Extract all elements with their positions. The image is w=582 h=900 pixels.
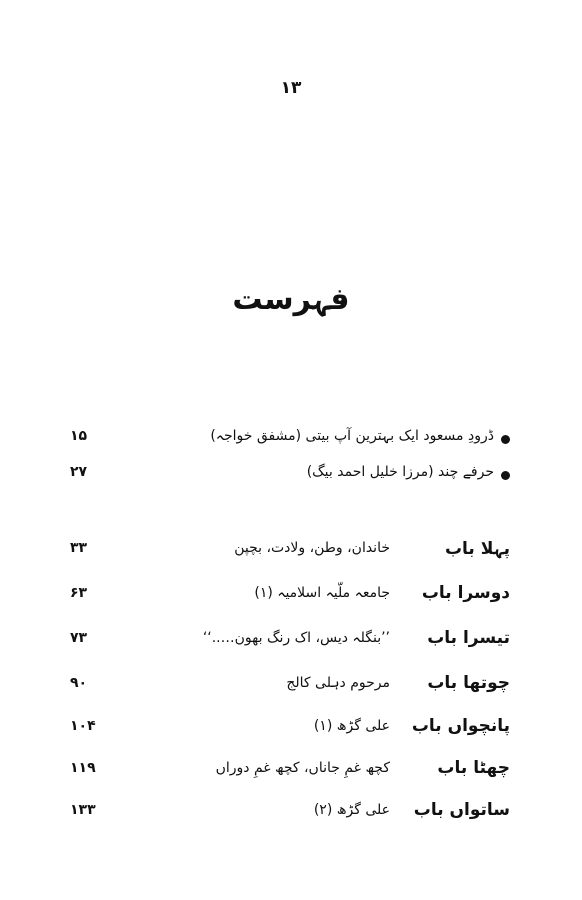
bullet-icon [501,471,510,480]
chapter-label: تیسرا باب [427,628,510,648]
page-title: فہرست [232,282,350,317]
chapter-title: علی گڑھ (۱) [313,718,390,734]
toc-intro-item [70,464,510,494]
page-number: ۱۳ [280,78,302,98]
toc-page-number: ۱۱۹ [70,760,96,776]
toc-entry-title: ڈرودِ مسعود ایک بہترین آپ بیتی (مشفق خواجہ) [210,428,494,444]
chapter-label: چھٹا باب [437,758,510,778]
toc-page-number: ۶۳ [70,585,88,601]
toc-page-number: ۱۰۴ [70,718,96,734]
bullet-icon [501,435,510,444]
chapter-label: پہلا باب [444,539,510,559]
chapter-title: علی گڑھ (۲) [313,802,390,818]
toc-page-number: ۷۳ [70,630,88,646]
toc-chapter-row [70,760,510,790]
chapter-label: دوسرا باب [421,583,510,603]
chapter-title: خاندان، وطن، ولادت، بچپن [234,540,390,556]
toc-chapter-row [70,718,510,748]
toc-page-number: ۲۷ [70,464,88,480]
toc-page-number: ۹۰ [70,675,88,691]
toc-page-number: ۱۵ [70,428,88,444]
chapter-label: ساتواں باب [413,800,510,820]
chapter-title: مرحوم دہلی کالج [286,675,390,691]
toc-chapter-row [70,630,510,660]
toc-chapter-row [70,585,510,615]
toc-entry-title: حرفے چند (مرزا خلیل احمد بیگ) [306,464,494,480]
toc-intro-item [70,428,510,458]
toc-page-number: ۳۳ [70,540,88,556]
toc-chapter-row [70,675,510,705]
chapter-title: جامعہ ملّیہ اسلامیہ (۱) [254,585,390,601]
chapter-label: پانچواں باب [411,716,510,736]
chapter-title: ’’بنگلہ دیس، اک رنگ بھون…..‘‘ [202,630,390,646]
chapter-title: کچھ غمِ جاناں، کچھ غمِ دوراں [215,760,390,776]
chapter-label: چوتھا باب [427,673,510,693]
toc-page-number: ۱۳۳ [70,802,96,818]
toc-chapter-row [70,802,510,832]
toc-chapter-row [70,540,510,570]
